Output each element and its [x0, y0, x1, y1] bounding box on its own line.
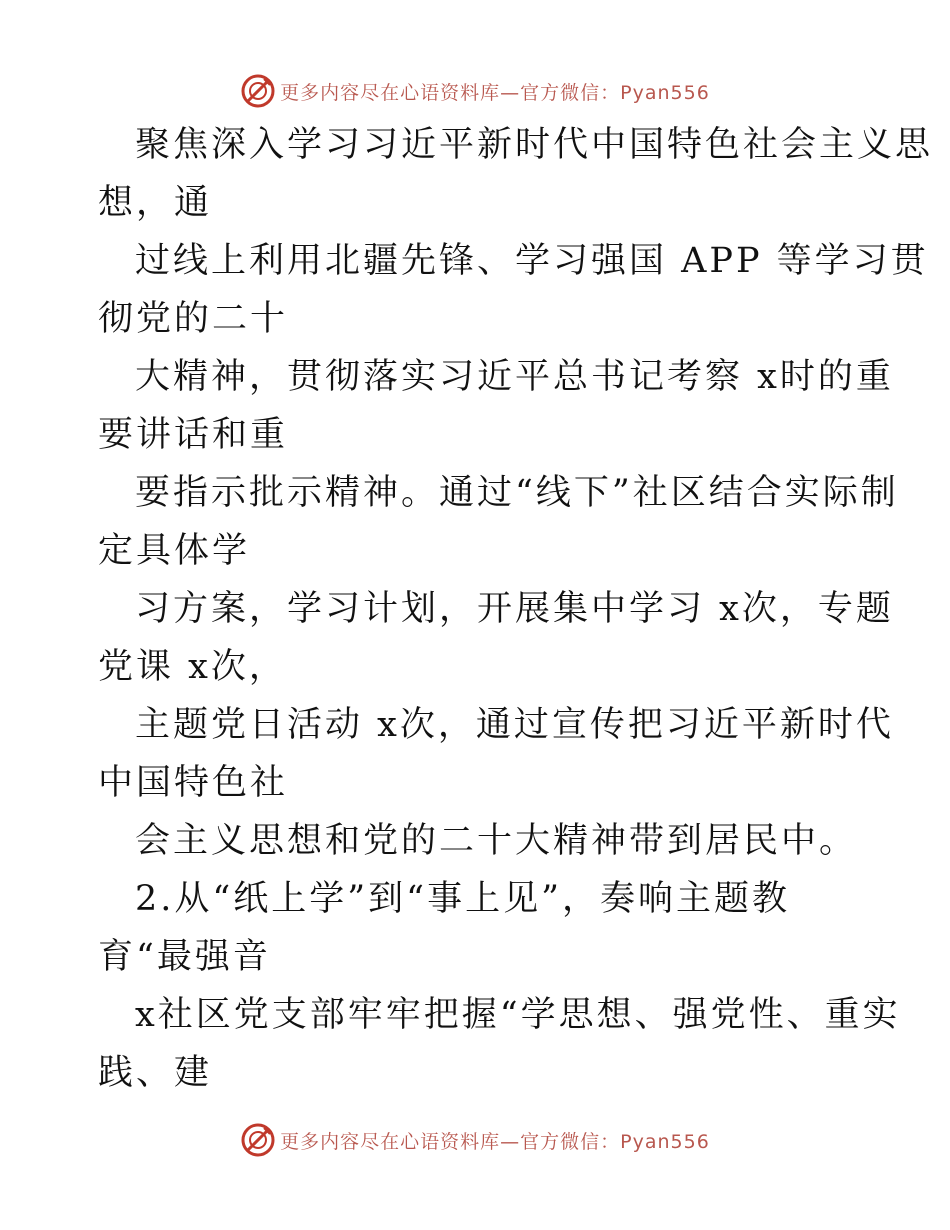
text-line-1: 聚焦深入学习习近平新时代中国特色社会主义思	[135, 125, 934, 165]
text-line-9: x社区党支部牢牢把握“学思想、强党性、重实	[135, 995, 901, 1035]
text-line-6: 主题党日活动 x次，通过宣传把习近平新时代	[135, 705, 894, 745]
text-line-9-wrap: 践、建	[98, 1053, 213, 1093]
logo-icon	[240, 1122, 276, 1158]
header-banner	[0, 71, 950, 111]
footer-banner	[0, 1120, 950, 1160]
text-line-4-wrap: 定具体学	[98, 531, 251, 571]
text-line-8: 2.从“纸上学”到“事上见”，奏响主题教	[135, 879, 790, 919]
text-line-1-wrap: 想，通	[98, 183, 213, 223]
text-line-3-wrap: 要讲话和重	[98, 415, 289, 455]
text-line-5-wrap: 党课 x次，	[98, 647, 287, 687]
text-line-6-wrap: 中国特色社	[98, 763, 289, 803]
text-line-7: 会主义思想和党的二十大精神带到居民中。	[135, 821, 858, 861]
text-line-2-wrap: 彻党的二十	[98, 299, 289, 339]
text-line-8-wrap: 育“最强音	[98, 937, 271, 977]
text-line-5: 习方案，学习计划，开展集中学习 x次，专题	[135, 589, 894, 629]
banner-text: 更多内容尽在心语资料库—官方微信：Pyan556	[280, 81, 710, 104]
banner-text: 更多内容尽在心语资料库—官方微信：Pyan556	[280, 1130, 710, 1153]
text-line-4: 要指示批示精神。通过“线下”社区结合实际制	[135, 473, 899, 513]
document-body	[98, 116, 934, 1102]
text-line-3: 大精神，贯彻落实习近平总书记考察 x时的重	[135, 357, 894, 397]
text-line-2: 过线上利用北疆先锋、学习强国 APP 等学习贯	[135, 241, 929, 281]
logo-icon	[240, 73, 276, 109]
